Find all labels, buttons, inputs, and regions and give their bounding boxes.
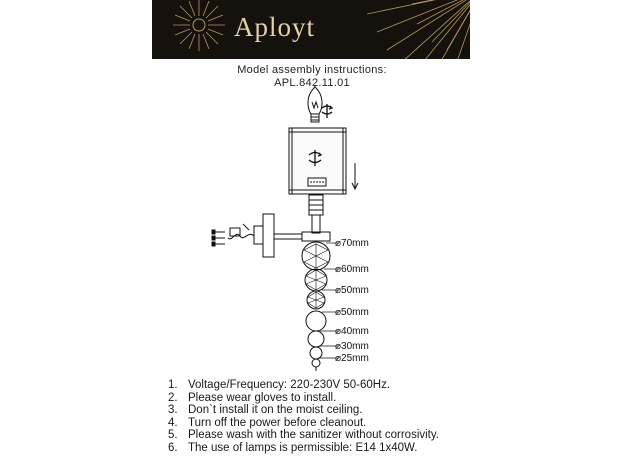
list-item: 3. Don`t install it on the moist ceiling.: [168, 404, 363, 417]
instructions-title: Model assembly instructions:: [237, 64, 387, 76]
instructions-list: [168, 379, 439, 455]
list-item: 4. Turn off the power before cleanout.: [168, 416, 367, 429]
brand-name: Aployt: [234, 12, 316, 42]
dimension-label-70: ⌀70mm: [335, 238, 369, 249]
dimension-label-50b: ⌀50mm: [335, 307, 369, 318]
dimension-label-25: ⌀25mm: [335, 353, 369, 364]
lamp-shade: [289, 128, 346, 194]
list-item: 2. Please wear gloves to install.: [168, 391, 337, 404]
rotation-arrow-icon: [322, 104, 332, 118]
list-item: 6. The use of lamps is permissible: E14 1x40W.: [168, 441, 418, 454]
wiring-screws-icon: [212, 224, 254, 246]
dimension-label-40: ⌀40mm: [335, 326, 369, 337]
wall-bracket: [254, 214, 330, 257]
lamp-socket: [309, 195, 323, 233]
dimension-label-60: ⌀60mm: [335, 264, 369, 275]
list-item: 1. Voltage/Frequency: 220-230V 50-60Hz.: [168, 379, 391, 391]
dimension-label-50a: ⌀50mm: [335, 285, 369, 296]
model-number: APL.842.11.01: [274, 77, 350, 89]
dimension-label-30: ⌀30mm: [335, 341, 369, 352]
list-item: 5. Please wash with the sanitizer without corrosivity.: [168, 429, 439, 442]
crystal-stem: [302, 242, 330, 371]
down-arrow-icon: [352, 163, 358, 189]
light-bulb-icon: [308, 87, 322, 123]
